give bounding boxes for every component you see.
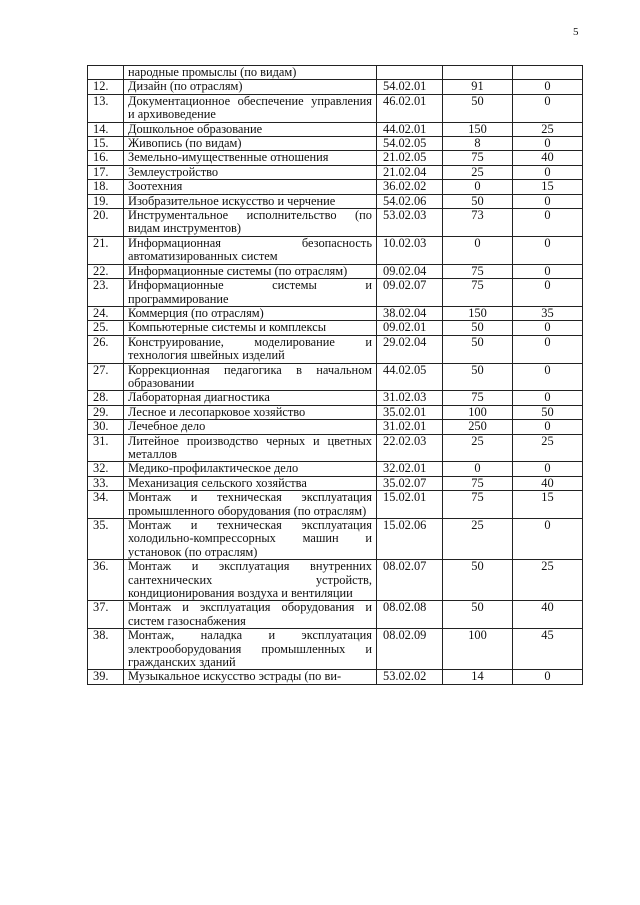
specialty-code: 21.02.04: [377, 165, 443, 179]
row-number: 12.: [88, 80, 124, 94]
table-row: [88, 462, 583, 476]
table-row: [88, 151, 583, 165]
specialty-name: Информационная безопасность автоматизированных систем: [124, 236, 377, 264]
specialty-name: Механизация сельского хозяйства: [124, 476, 377, 490]
value-column-1: 50: [443, 321, 513, 335]
row-number: 24.: [88, 306, 124, 320]
table-row: [88, 629, 583, 670]
row-number: 26.: [88, 335, 124, 363]
value-column-2: 40: [513, 151, 583, 165]
specialty-name: Зоотехния: [124, 180, 377, 194]
table-row: [88, 335, 583, 363]
row-number: 30.: [88, 420, 124, 434]
specialty-name: Литейное производство черных и цветных металлов: [124, 434, 377, 462]
value-column-1: 50: [443, 560, 513, 601]
value-column-2: 0: [513, 137, 583, 151]
row-number: 13.: [88, 94, 124, 122]
value-column-1: 75: [443, 151, 513, 165]
specialty-name: Лечебное дело: [124, 420, 377, 434]
row-number: 34.: [88, 491, 124, 519]
specialty-name: Земельно-имущественные отношения: [124, 151, 377, 165]
specialty-name: Дизайн (по отраслям): [124, 80, 377, 94]
value-column-1: 73: [443, 209, 513, 237]
specialty-code: 31.02.03: [377, 391, 443, 405]
value-column-1: 75: [443, 491, 513, 519]
specialty-name: Монтаж и техническая эксплуатация промышленного оборудования (по отраслям): [124, 491, 377, 519]
value-column-2: 15: [513, 180, 583, 194]
specialty-code: 10.02.03: [377, 236, 443, 264]
value-column-2: 0: [513, 420, 583, 434]
table-row: [88, 209, 583, 237]
value-column-2: 50: [513, 405, 583, 419]
value-column-2: 0: [513, 94, 583, 122]
table-row: [88, 670, 583, 684]
table-row: [88, 363, 583, 391]
table-row: [88, 122, 583, 136]
row-number: 18.: [88, 180, 124, 194]
table-row: [88, 601, 583, 629]
value-column-1: 25: [443, 434, 513, 462]
value-column-1: 75: [443, 279, 513, 307]
value-column-2: 40: [513, 601, 583, 629]
specialty-name: Инструментальное исполнительство (по видам инструментов): [124, 209, 377, 237]
specialty-code: [377, 66, 443, 80]
specialty-name: Монтаж и техническая эксплуатация холодильно-компрессорных машин и установок (по отраслям): [124, 519, 377, 560]
specialty-name: Документационное обеспечение управления и архивоведение: [124, 94, 377, 122]
value-column-2: 0: [513, 264, 583, 278]
row-number: 39.: [88, 670, 124, 684]
table-row: [88, 519, 583, 560]
specialty-name: Конструирование, моделирование и технология швейных изделий: [124, 335, 377, 363]
value-column-2: 0: [513, 321, 583, 335]
specialty-name: Медико-профилактическое дело: [124, 462, 377, 476]
value-column-2: 25: [513, 434, 583, 462]
table-row: [88, 476, 583, 490]
table-row: [88, 321, 583, 335]
table-row: [88, 420, 583, 434]
specialty-name: Информационные системы и программирование: [124, 279, 377, 307]
table-row: [88, 264, 583, 278]
specialty-code: 08.02.09: [377, 629, 443, 670]
specialty-code: 29.02.04: [377, 335, 443, 363]
value-column-1: 0: [443, 462, 513, 476]
specialty-name: Компьютерные системы и комплексы: [124, 321, 377, 335]
value-column-1: [443, 66, 513, 80]
specialty-code: 31.02.01: [377, 420, 443, 434]
specialty-name: Землеустройство: [124, 165, 377, 179]
specialty-code: 53.02.03: [377, 209, 443, 237]
row-number: 22.: [88, 264, 124, 278]
value-column-2: 0: [513, 335, 583, 363]
specialty-code: 44.02.05: [377, 363, 443, 391]
table-row: [88, 137, 583, 151]
value-column-2: 35: [513, 306, 583, 320]
value-column-1: 250: [443, 420, 513, 434]
value-column-2: 40: [513, 476, 583, 490]
row-number: 15.: [88, 137, 124, 151]
value-column-2: 25: [513, 560, 583, 601]
specialties-table: [87, 65, 583, 685]
table-row: [88, 306, 583, 320]
value-column-2: 0: [513, 519, 583, 560]
value-column-1: 50: [443, 194, 513, 208]
value-column-1: 100: [443, 405, 513, 419]
specialty-name: Информационные системы (по отраслям): [124, 264, 377, 278]
value-column-1: 14: [443, 670, 513, 684]
specialty-name: Живопись (по видам): [124, 137, 377, 151]
table-row: [88, 194, 583, 208]
row-number: 16.: [88, 151, 124, 165]
row-number: 14.: [88, 122, 124, 136]
specialty-code: 09.02.07: [377, 279, 443, 307]
specialty-name: Монтаж, наладка и эксплуатация электрооборудования промышленных и гражданских зданий: [124, 629, 377, 670]
table-row: [88, 491, 583, 519]
specialty-code: 35.02.07: [377, 476, 443, 490]
table-row: [88, 180, 583, 194]
table-row: [88, 434, 583, 462]
specialty-code: 08.02.07: [377, 560, 443, 601]
row-number: 20.: [88, 209, 124, 237]
specialty-name: Монтаж и эксплуатация внутренних сантехнических устройств, кондиционирования воздуха и вентиляции: [124, 560, 377, 601]
row-number: 25.: [88, 321, 124, 335]
value-column-1: 150: [443, 306, 513, 320]
specialty-code: 09.02.04: [377, 264, 443, 278]
specialty-code: 15.02.06: [377, 519, 443, 560]
specialty-code: 22.02.03: [377, 434, 443, 462]
specialty-code: 53.02.02: [377, 670, 443, 684]
specialty-code: 54.02.01: [377, 80, 443, 94]
row-number: 31.: [88, 434, 124, 462]
value-column-2: 0: [513, 363, 583, 391]
value-column-1: 25: [443, 519, 513, 560]
row-number: 36.: [88, 560, 124, 601]
specialty-name: Коммерция (по отраслям): [124, 306, 377, 320]
table-row: [88, 560, 583, 601]
row-number: [88, 66, 124, 80]
specialty-code: 46.02.01: [377, 94, 443, 122]
row-number: 29.: [88, 405, 124, 419]
value-column-1: 150: [443, 122, 513, 136]
value-column-2: 0: [513, 391, 583, 405]
row-number: 27.: [88, 363, 124, 391]
row-number: 32.: [88, 462, 124, 476]
value-column-1: 0: [443, 236, 513, 264]
specialty-name: Лабораторная диагностика: [124, 391, 377, 405]
table-row: [88, 391, 583, 405]
value-column-1: 91: [443, 80, 513, 94]
value-column-2: 0: [513, 209, 583, 237]
row-number: 19.: [88, 194, 124, 208]
specialty-code: 08.02.08: [377, 601, 443, 629]
value-column-2: 0: [513, 80, 583, 94]
value-column-2: 0: [513, 165, 583, 179]
table-row: [88, 94, 583, 122]
table-row: [88, 80, 583, 94]
row-number: 21.: [88, 236, 124, 264]
specialty-name: Музыкальное искусство эстрады (по ви-: [124, 670, 377, 684]
value-column-1: 50: [443, 94, 513, 122]
table-row: [88, 405, 583, 419]
value-column-1: 50: [443, 335, 513, 363]
table-row: [88, 236, 583, 264]
value-column-2: [513, 66, 583, 80]
table-row: [88, 279, 583, 307]
row-number: 23.: [88, 279, 124, 307]
value-column-2: 0: [513, 670, 583, 684]
specialty-name: Коррекционная педагогика в начальном образовании: [124, 363, 377, 391]
value-column-2: 0: [513, 279, 583, 307]
value-column-1: 75: [443, 476, 513, 490]
value-column-1: 100: [443, 629, 513, 670]
row-number: 33.: [88, 476, 124, 490]
table-row: [88, 165, 583, 179]
value-column-1: 75: [443, 264, 513, 278]
row-number: 17.: [88, 165, 124, 179]
value-column-2: 25: [513, 122, 583, 136]
specialty-code: 38.02.04: [377, 306, 443, 320]
specialty-code: 44.02.01: [377, 122, 443, 136]
specialty-code: 32.02.01: [377, 462, 443, 476]
row-number: 28.: [88, 391, 124, 405]
value-column-1: 50: [443, 601, 513, 629]
value-column-1: 8: [443, 137, 513, 151]
value-column-2: 15: [513, 491, 583, 519]
value-column-2: 0: [513, 462, 583, 476]
specialty-name: Изобразительное искусство и черчение: [124, 194, 377, 208]
specialty-code: 09.02.01: [377, 321, 443, 335]
page-number: 5: [573, 26, 579, 38]
specialty-name: Дошкольное образование: [124, 122, 377, 136]
specialty-code: 54.02.06: [377, 194, 443, 208]
specialty-code: 15.02.01: [377, 491, 443, 519]
table-row: [88, 66, 583, 80]
value-column-1: 25: [443, 165, 513, 179]
specialty-code: 54.02.05: [377, 137, 443, 151]
specialty-name: народные промыслы (по видам): [124, 66, 377, 80]
value-column-2: 0: [513, 194, 583, 208]
specialty-name: Монтаж и эксплуатация оборудования и систем газоснабжения: [124, 601, 377, 629]
value-column-2: 45: [513, 629, 583, 670]
value-column-1: 75: [443, 391, 513, 405]
specialty-name: Лесное и лесопарковое хозяйство: [124, 405, 377, 419]
value-column-1: 0: [443, 180, 513, 194]
specialty-code: 35.02.01: [377, 405, 443, 419]
value-column-2: 0: [513, 236, 583, 264]
row-number: 38.: [88, 629, 124, 670]
table-body: [88, 66, 583, 685]
specialty-code: 36.02.02: [377, 180, 443, 194]
row-number: 37.: [88, 601, 124, 629]
value-column-1: 50: [443, 363, 513, 391]
specialty-code: 21.02.05: [377, 151, 443, 165]
row-number: 35.: [88, 519, 124, 560]
